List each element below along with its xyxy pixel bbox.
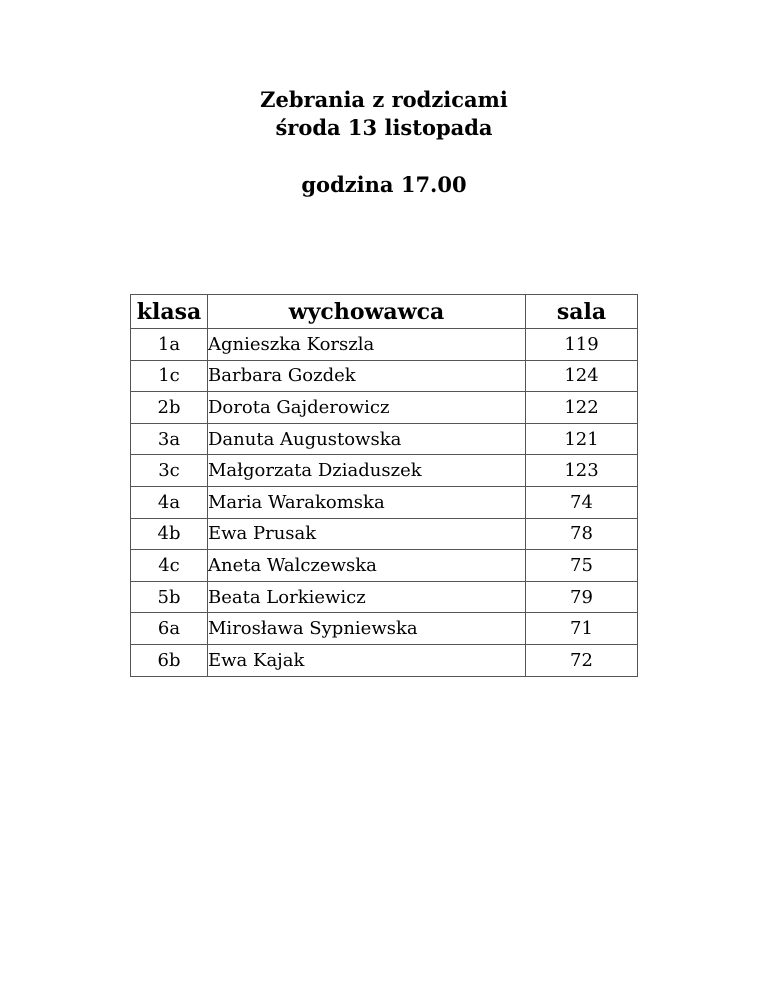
room-cell: 79 (526, 581, 638, 613)
teacher-cell: Beata Lorkiewicz (208, 581, 526, 613)
teacher-cell: Mirosława Sypniewska (208, 613, 526, 645)
class-cell: 6b (131, 644, 208, 676)
room-cell: 121 (526, 423, 638, 455)
room-cell: 71 (526, 613, 638, 645)
meeting-date: środa 13 listopada (275, 115, 493, 140)
class-cell: 4c (131, 550, 208, 582)
page-title: Zebrania z rodzicami (260, 87, 508, 112)
table-row (131, 613, 638, 645)
room-cell: 123 (526, 455, 638, 487)
teacher-cell: Agnieszka Korszla (208, 329, 526, 361)
table-header-row (131, 295, 638, 329)
column-header-class: klasa (131, 295, 208, 329)
room-cell: 75 (526, 550, 638, 582)
class-cell: 5b (131, 581, 208, 613)
room-cell: 119 (526, 329, 638, 361)
table-row (131, 518, 638, 550)
table-row (131, 392, 638, 424)
class-cell: 1c (131, 360, 208, 392)
meeting-time: godzina 17.00 (301, 172, 467, 197)
table-row (131, 550, 638, 582)
table-row (131, 360, 638, 392)
teacher-cell: Aneta Walczewska (208, 550, 526, 582)
column-header-room: sala (526, 295, 638, 329)
class-cell: 6a (131, 613, 208, 645)
teacher-cell: Małgorzata Dziaduszek (208, 455, 526, 487)
room-cell: 72 (526, 644, 638, 676)
table-row (131, 486, 638, 518)
table-row (131, 455, 638, 487)
column-header-teacher: wychowawca (208, 295, 526, 329)
table-row (131, 644, 638, 676)
room-cell: 124 (526, 360, 638, 392)
teacher-cell: Dorota Gajderowicz (208, 392, 526, 424)
table-row (131, 329, 638, 361)
table-row (131, 581, 638, 613)
teacher-cell: Barbara Gozdek (208, 360, 526, 392)
teacher-cell: Maria Warakomska (208, 486, 526, 518)
teacher-cell: Ewa Kajak (208, 644, 526, 676)
class-cell: 4b (131, 518, 208, 550)
class-cell: 4a (131, 486, 208, 518)
class-cell: 2b (131, 392, 208, 424)
teacher-cell: Danuta Augustowska (208, 423, 526, 455)
meeting-schedule-table (130, 294, 638, 677)
class-cell: 1a (131, 329, 208, 361)
class-cell: 3a (131, 423, 208, 455)
room-cell: 122 (526, 392, 638, 424)
room-cell: 78 (526, 518, 638, 550)
teacher-cell: Ewa Prusak (208, 518, 526, 550)
class-cell: 3c (131, 455, 208, 487)
table-row (131, 423, 638, 455)
room-cell: 74 (526, 486, 638, 518)
